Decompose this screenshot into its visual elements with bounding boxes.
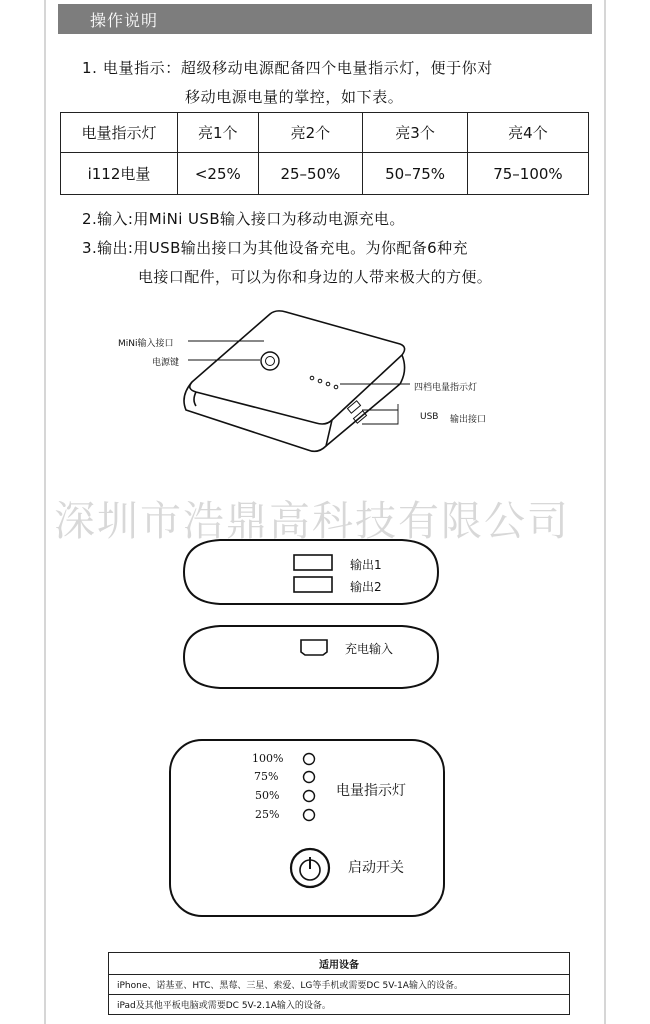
compatible-devices-table — [108, 952, 570, 1015]
start-switch-label: 启动开关 — [348, 860, 404, 876]
power-button-graphic — [261, 352, 279, 370]
mini-usb-port — [301, 640, 327, 655]
indicator-data-cell: 75–100% — [467, 153, 588, 195]
compat-row-phones: iPhone、诺基亚、HTC、黑莓、三星、索爱、LG等手机或需要DC 5V-1A输入的设备。 — [109, 975, 570, 995]
indicator-data-cell: <25% — [178, 153, 259, 195]
section-3-line-1: 3.输出:用USB输出接口为其他设备充电。为你配备6种充 — [82, 239, 468, 257]
indicator-data-cell: i112电量 — [61, 153, 178, 195]
indicator-header-cell: 亮3个 — [363, 113, 468, 153]
usb-port-2 — [294, 577, 332, 592]
usb-label: USB — [420, 412, 439, 422]
level-label-50: 50% — [255, 789, 280, 802]
intro-line-1: 1. 电量指示：超级移动电源配备四个电量指示灯，便于你对 — [82, 59, 493, 77]
output-1-label: 输出1 — [350, 558, 382, 572]
indicator-lights-title: 电量指示灯 — [336, 783, 406, 799]
indicator-header-cell: 亮1个 — [178, 113, 259, 153]
indicator-data-cell: 50–75% — [363, 153, 468, 195]
power-bank-diagram — [100, 300, 530, 490]
mini-port-label: MiNi输入接口 — [118, 339, 174, 349]
led-25 — [304, 810, 315, 821]
front-panel-view — [168, 738, 446, 918]
indicator-header-cell: 亮2个 — [258, 113, 363, 153]
page-title: 操作说明 — [90, 11, 159, 30]
section-2-text: 2.输入:用MiNi USB输入接口为移动电源充电。 — [82, 210, 405, 228]
indicator-table — [60, 112, 589, 195]
power-key-label: 电源键 — [152, 358, 180, 368]
level-label-25: 25% — [255, 808, 280, 821]
indicator-lights-label: 四档电量指示灯 — [414, 383, 478, 393]
led-50 — [304, 791, 315, 802]
company-watermark: 深圳市浩鼎高科技有限公司 — [54, 497, 570, 545]
level-label-100: 100% — [252, 752, 284, 765]
indicator-dots — [310, 376, 338, 389]
led-100 — [304, 754, 315, 765]
power-switch-icon — [291, 849, 329, 887]
led-75 — [304, 772, 315, 783]
section-3-line-2: 电接口配件，可以为你和身边的人带来极大的方便。 — [138, 268, 493, 286]
output-end-view — [180, 536, 442, 608]
usb-port-1 — [294, 555, 332, 570]
indicator-data-cell: 25–50% — [258, 153, 363, 195]
header-bar — [58, 4, 592, 34]
indicator-table-header-row — [61, 113, 589, 153]
output-2-label: 输出2 — [350, 580, 382, 594]
output-port-label: 输出接口 — [450, 415, 487, 425]
compat-row-tablets: iPad及其他平板电脑或需要DC 5V-2.1A输入的设备。 — [109, 995, 570, 1015]
input-end-view — [180, 622, 442, 692]
compat-title: 适用设备 — [109, 953, 570, 975]
intro-text — [82, 54, 493, 112]
indicator-header-cell: 亮4个 — [467, 113, 588, 153]
intro-line-2: 移动电源电量的掌控，如下表。 — [185, 88, 404, 106]
level-label-75: 75% — [254, 770, 279, 783]
indicator-header-cell: 电量指示灯 — [61, 113, 178, 153]
charge-input-label: 充电输入 — [345, 642, 394, 656]
indicator-table-data-row — [61, 153, 589, 195]
